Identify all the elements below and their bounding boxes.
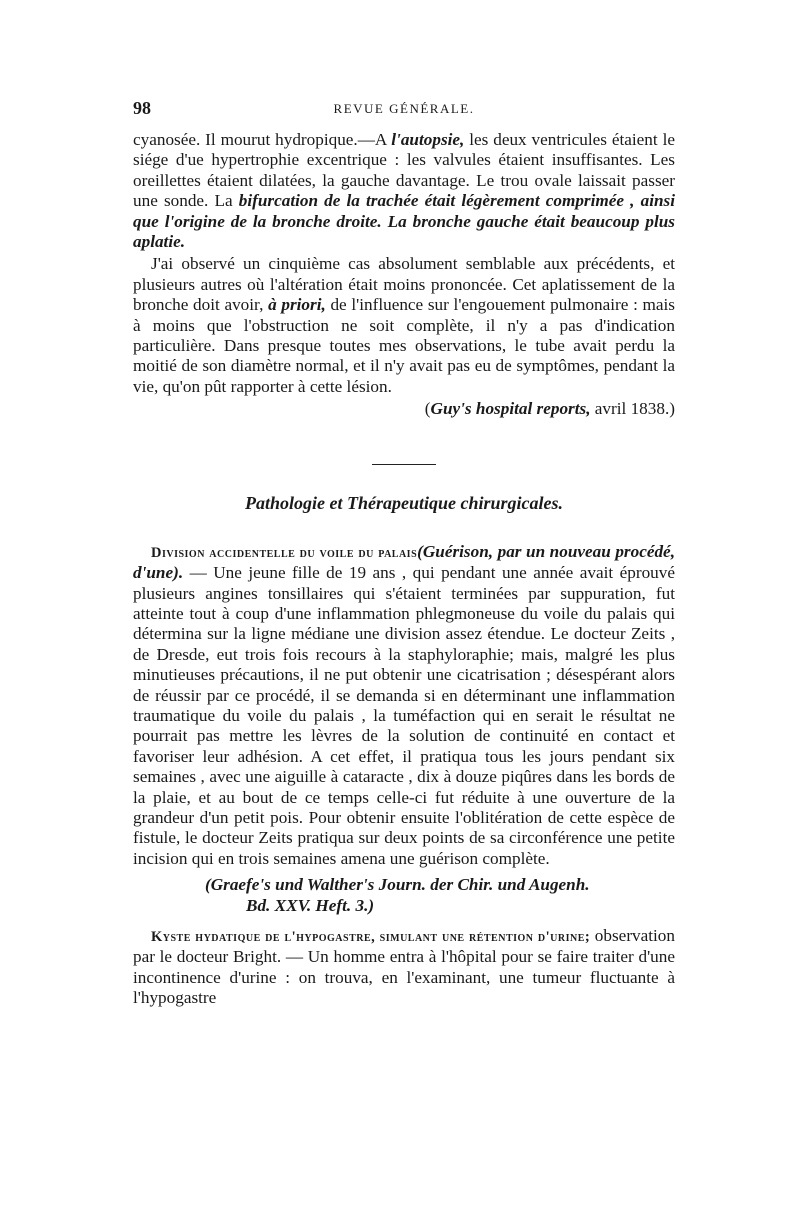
article-palate-division <box>133 542 675 870</box>
text-run: de l'influence sur l'engouement pulmonaire : mais à moins que l'obstruction ne soit complète, il n'y a pas d'indication particulière. Dans presque toutes mes observations, le tube avait perdu la moitié de son diamètre normal, et il n'y avait pas eu de symptômes, pendant la vie, qu'on pût rapporter à cette lésion. <box>133 295 675 396</box>
italic-a-priori: à priori, <box>268 295 326 315</box>
paren-open: ( <box>424 399 431 419</box>
text-column <box>133 130 675 1009</box>
italic-bifurcation: bifurcation de la trachée était légèrement comprimée , ainsi que l'origine de la bronche droite. La bronche gauche était beaucoup plus aplatie. <box>133 191 675 252</box>
citation-graefe <box>205 875 675 916</box>
running-title: REVUE GÉNÉRALE. <box>333 101 475 116</box>
page-header <box>133 98 675 122</box>
citation-date: avril 1838.) <box>590 399 675 419</box>
section-title: Pathologie et Thérapeutique chirurgicales. <box>245 492 563 513</box>
article-heading: Division accidentelle du voile du palais <box>151 544 418 561</box>
italic-autopsie: l'autopsie, <box>391 130 465 149</box>
text-run: les deux ventricules étaient le siége d'ue hypertrophie excentrique : les valvules étaient insuffisantes. Les oreillettes étaient dilatées, la gauche davantage. Le trou ovale laissait passer une sonde. La <box>133 130 675 211</box>
article-body: observation par le docteur Bright. — Un homme entra à l'hôpital pour se faire traiter d'une incontinence d'urine : on trouva, en l'examinant, une tumeur fluctuante à l'hypogastre <box>133 926 675 1008</box>
text-run: cyanosée. Il mourut hydropique.—A <box>133 130 392 149</box>
article-heading-italic: (Guérison, par un nouveau procédé, d'une). <box>133 541 675 583</box>
article-hydatid-cyst <box>133 926 675 1009</box>
article-body: — Une jeune fille de 19 ans , qui pendant une année avait éprouvé plusieurs angines tonsillaires qui s'étaient terminées par suppuration, fut atteinte tout à coup d'une inflammation phlegmoneuse du voile du palais qui détermina sur la ligne médiane une division assez étendue. Le docteur Zeits , de Dresde, eut trois fois recours à la staphyloraphie; mais, malgré les plus minutieuses précautions, il ne put obtenir une cicatrisation ; désespérant alors de réussir par ce procédé, il se demanda si en déterminant une inflammation traumatique du voile du palais , la tuméfaction qui en serait le résultat ne pourrait pas mettre les lèvres de la solution de continuité en contact et favoriser leur adhésion. A cet effet, il pratiqua tous les jours pendant six semaines , avec une aiguille à cataracte , dix à douze piqûres dans les bords de la plaie, et au bout de ce temps celle-ci fut réduite à une ouverture de la grandeur d'un petit pois. Pour obtenir ensuite l'oblitération de cette espèce de fistule, le docteur Zeits pratiqua sur deux points de sa circonférence une petite incision qui en trois semaines amena une guérison complète. <box>133 563 675 868</box>
section-divider <box>372 464 436 465</box>
page-number: 98 <box>133 98 151 118</box>
citation-line-1: (Graefe's und Walther's Journ. der Chir. und Augenh. <box>205 875 590 895</box>
article-heading: Kyste hydatique de l'hypogastre, simulant une rétention d'urine; <box>151 929 591 945</box>
citation-line-2: Bd. XXV. Heft. 3.) <box>246 895 375 915</box>
citation-guys <box>133 399 675 419</box>
citation-source: Guy's hospital reports, <box>430 399 591 419</box>
text-run: J'ai observé un cinquième cas absolument semblable aux précédents, et plusieurs autres où l'altération était moins prononcée. Cet aplatissement de la bronche doit avoir, <box>133 254 675 315</box>
paragraph-autopsy <box>133 130 675 252</box>
paragraph-fifth-case <box>133 254 675 397</box>
